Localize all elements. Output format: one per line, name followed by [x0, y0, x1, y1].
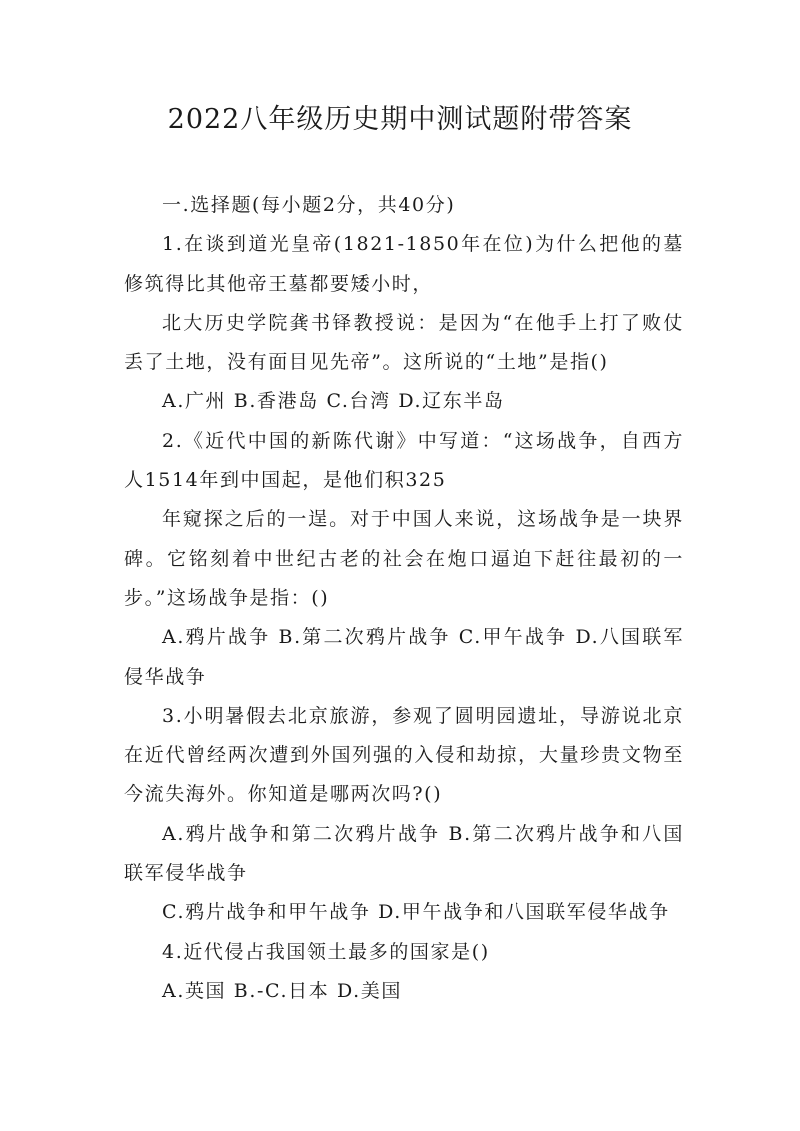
- document-title: 2022八年级历史期中测试题附带答案: [167, 104, 633, 135]
- question-3-options-ab: A.鸦片战争和第二次鸦片战争 B.第二次鸦片战争和八国联军侵华战争: [124, 822, 684, 885]
- document-body: [124, 186, 684, 1011]
- question-1-options: A.广州 B.香港岛 C.台湾 D.辽东半岛: [162, 390, 505, 413]
- question-4-options: A.英国 B.-C.日本 D.美国: [162, 979, 402, 1002]
- question-2-stem-continued: 年窥探之后的一逞。对于中国人来说，这场战争是一块界碑。它铭刻着中世纪古老的社会在炮口逼迫下赶往最初的一步。”这场战争是指：(): [124, 508, 684, 609]
- question-2-options: A.鸦片战争 B.第二次鸦片战争 C.甲午战争 D.八国联军侵华战争: [124, 626, 684, 688]
- question-4-stem: 4.近代侵占我国领土最多的国家是(): [162, 940, 490, 963]
- question-1-stem: 1.在谈到道光皇帝(1821-1850年在位)为什么把他的墓修筑得比其他帝王墓都要矮小时，: [124, 233, 684, 295]
- question-3-options-cd: C.鸦片战争和甲午战争 D.甲午战争和八国联军侵华战争: [162, 901, 670, 924]
- question-1-stem-continued: 北大历史学院龚书铎教授说：是因为“在他手上打了败仗丢了土地，没有面目见先帝”。这所说的“土地”是指(): [124, 311, 684, 374]
- section-heading: 一.选择题(每小题2分，共40分): [162, 194, 456, 216]
- question-3-stem: 3.小明暑假去北京旅游，参观了圆明园遗址，导游说北京在近代曾经两次遭到外国列强的入侵和劫掠，大量珍贵文物至今流失海外。你知道是哪两次吗?(): [124, 704, 684, 806]
- question-2-stem: 2.《近代中国的新陈代谢》中写道：“这场战争，自西方人1514年到中国起，是他们积325: [124, 429, 684, 492]
